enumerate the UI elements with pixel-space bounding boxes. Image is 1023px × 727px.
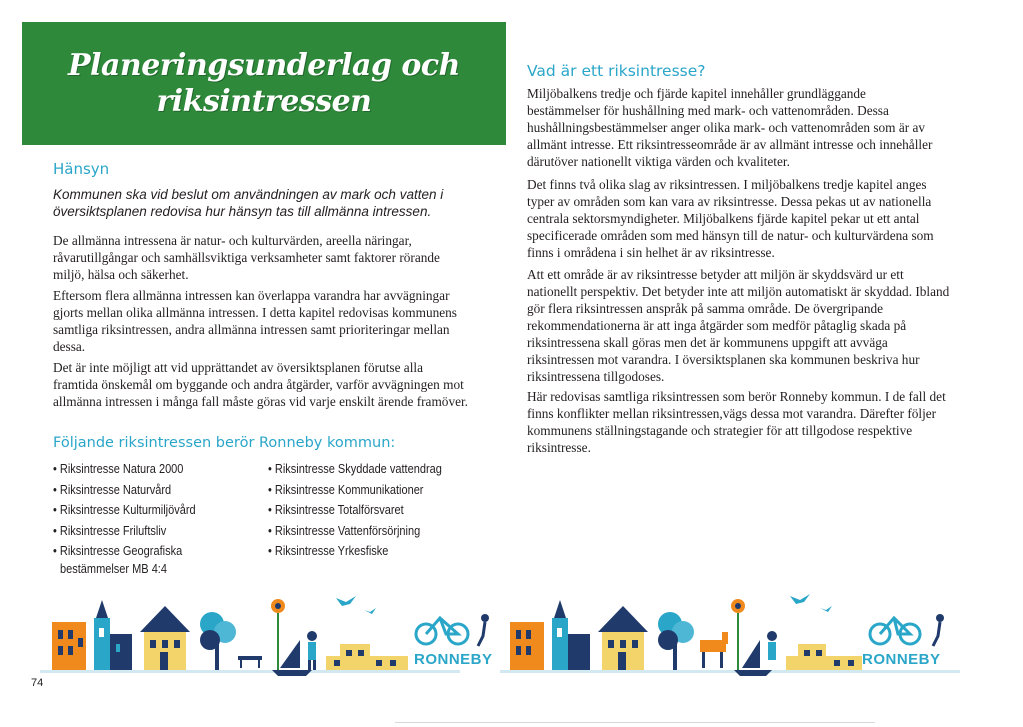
paragraph-miljobalken: Miljöbalkens tredje och fjärde kapitel innehåller grundläggande bestämmelser för hushållning med mark- och vattenområden. Dessa hushållningsbestämmelser anger olika mark- och vattenområden som är av allmänt intresse. Ett riksintresseområde är av allmänt intresse och innehåller därutöver nationellt viktiga värden och kvaliteter. [527,86,933,169]
tree-icon [658,612,694,670]
list-item: • Riksintresse Naturvård [53,483,196,497]
person-icon [307,631,317,670]
section-heading-riksintresse: Vad är ett riksintresse? [527,62,706,80]
paragraph-allmanna-intressen: De allmänna intressena är natur- och kulturvärden, areella näringar, råvarutillgångar och samhällsviktiga verksamheter samt faktorer rörande miljö, hälsa och säkerhet. [53,233,440,282]
list-item: • Riksintresse Kulturmiljövård [53,503,196,517]
building-icon [52,622,86,670]
title-banner [22,22,506,145]
church-icon [94,600,132,670]
sunflower-icon [271,599,285,670]
ronneby-logo: RONNEBY [862,651,941,668]
list-item: • Riksintresse Kommunikationer [268,483,442,497]
boat-icon [734,640,772,676]
church-icon [552,600,590,670]
section-heading-hansyn: Hänsyn [53,160,110,178]
ronneby-logo: RONNEBY [414,651,493,668]
list-heading: Följande riksintressen berör Ronneby kommun: [53,435,396,451]
page-number: 74 [31,677,44,689]
house-icon [140,606,190,670]
list-item: • Riksintresse Geografiska [53,544,196,558]
paragraph-tva-slag: Det finns två olika slag av riksintressen. I miljöbalkens tredje kapitel anges typer av områden som kan vara av riksintresse. Dessa pekas ut av nationella centrala sektorsmyndigheter. Miljöbalkens fjärde kapitel pekar ut ett antal specificerade områden som med hänsyn till de natur- och kulturvärdena som finns i områdena i sin helhet är av riksintresse. [527,177,934,260]
bicycle-icon [416,618,468,644]
list-item: • Riksintresse Vattenförsörjning [268,524,442,538]
bird-icon [790,594,832,612]
list-item: • Riksintresse Skyddade vattendrag [268,462,442,476]
riksintressen-list-col2 [268,462,466,565]
bottom-rule [395,722,875,723]
list-item: • Riksintresse Totalförsvaret [268,503,442,517]
runner-icon [478,614,489,646]
bird-icon [336,596,376,614]
house-icon [598,606,648,670]
building-icon [510,622,544,670]
paragraph-ronneby: Här redovisas samtliga riksintressen som berör Ronneby kommun. I de fall det finns konflikter mellan riksintressen,vägs dessa mot varandra. Därefter följer kommunens ställningstagande och strategier för att tillgodose respektive riksintresse. [527,389,946,455]
bench-icon [238,656,262,668]
paragraph-framtida-onskemal: Det är inte möjligt att vid upprättandet av översiktsplanen förutse alla framtida önskemål om byggande och andra åtgärder, varför avvägningen mot allmänna intressen i många fall måste göras vid varje enskilt ärende framöver. [53,360,469,409]
list-item-continuation: bestämmelser MB 4:4 [60,562,167,576]
bicycle-icon [870,618,920,644]
banner-title-line-2: riksintressen [156,83,372,119]
paragraph-skyddsvard: Att ett område är av riksintresse betyder att miljön är skyddsvärd ur ett nationellt perspektiv. Det betyder inte att miljön automatiskt är skyddad. Ibland gör flera riksintressen anspråk på samma område. De övergripande rekommendationerna är att inga åtgärder som medför påtaglig skada på riksintressena skall göras men det är kommunens uppgift att avväga riksintressen mot varandra. I översiktsplanen ska kommunen beskriva hur riksintressena tillgodoses. [527,267,950,384]
sunflower-icon [731,599,745,670]
riksintressen-list-col1 [53,462,215,565]
horse-icon [700,632,728,668]
banner-title-line-1: Planeringsunderlag och [67,47,460,83]
list-item: • Riksintresse Natura 2000 [53,462,196,476]
list-item: • Riksintresse Friluftsliv [53,524,196,538]
runner-icon [933,614,944,646]
person-icon [767,631,777,660]
paragraph-avvagningar: Eftersom flera allmänna intressen kan överlappa varandra har avvägningar gjorts mellan olika allmänna intressen. I detta kapitel redovisas kommunens samtliga riksintressen, andra allmänna intressen samt prioriteringar mellan dessa. [53,288,457,354]
tree-icon [200,612,236,670]
intro-text: Kommunen ska vid beslut om användningen av mark och vatten i översiktsplanen redovisa hur hänsyn tas till allmänna intressen. [53,187,444,219]
list-item: • Riksintresse Yrkesfiske [268,544,442,558]
town-houses-icon [326,644,408,670]
town-houses-icon [786,644,862,670]
